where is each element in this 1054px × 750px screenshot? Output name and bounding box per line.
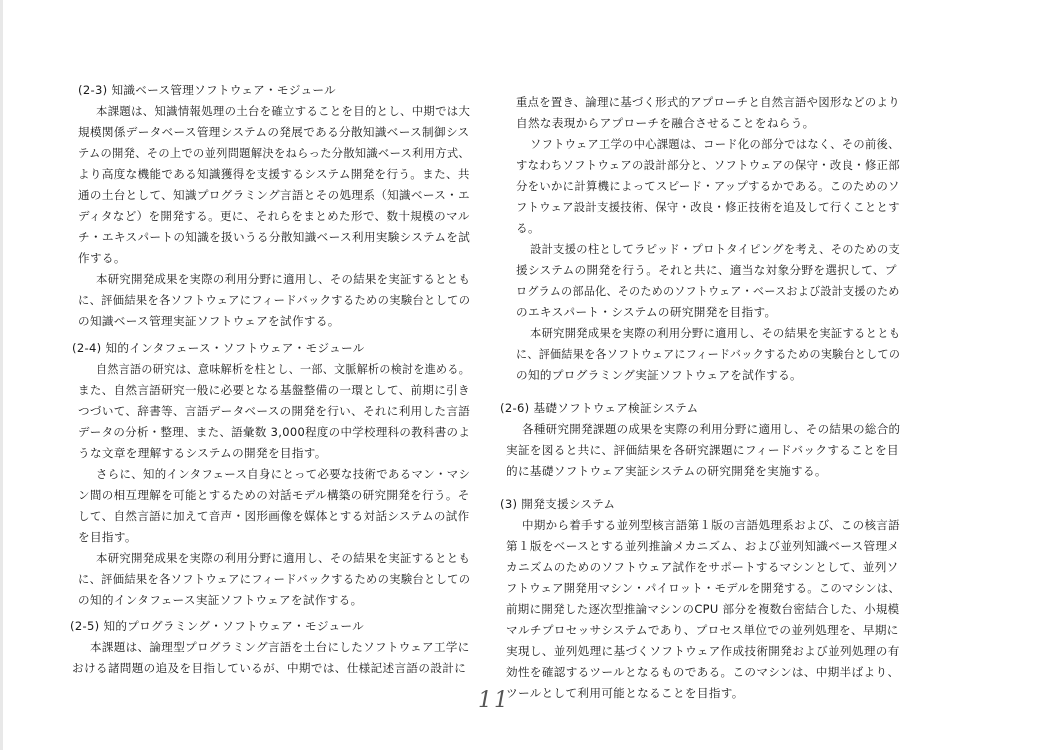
paragraph-line: 各種研究開発課題の成果を実際の利用分野に適用し、その結果の総合的 [522, 422, 901, 436]
paragraph-line: 実証を図ると共に、評価結果を各研究課題にフィードバックすることを目 [506, 443, 899, 457]
paragraph-line: 援システムの開発を行う。それと共に、適当な対象分野を選択して、プ [516, 263, 897, 277]
paragraph-line: 自然な表現からアプローチを融合させることをねらう。 [516, 116, 815, 130]
paragraph-line: 的に基礎ソフトウェア実証システムの研究開発を実施する。 [506, 464, 827, 478]
paragraph-line: 自然言語の研究は、意味解析を柱とし、一部、文脈解析の検討を進める。 [96, 362, 471, 376]
section-heading-2-3: (2-3) 知識ベース管理ソフトウェア・モジュール [78, 83, 336, 97]
paragraph-line: に、評価結果を各ソフトウェアにフィードバックするための実験台としての [78, 572, 471, 586]
paragraph-line: 規模関係データベース管理システムの発展である分散知識ベース制御シス [78, 125, 470, 139]
paragraph-line: の知的インタフェース実証ソフトウェアを試作する。 [78, 593, 363, 607]
paragraph-line: 重点を置き、論理に基づく形式的アプローチと自然言語や図形などのより [516, 95, 900, 109]
page-number: 11 [478, 688, 510, 713]
paragraph-line: 本課題は、知識情報処理の土台を確立することを目的とし、中期では大 [96, 104, 471, 118]
paragraph-line: ログラムの部品化、そのためのソフトウェア・ベースおよび設計支援のため [516, 284, 900, 298]
section-heading-2-4: (2-4) 知的インタフェース・ソフトウェア・モジュール [72, 341, 365, 355]
paragraph-line: 中期から着手する並列型核言語第１版の言語処理系および、この核言語 [522, 518, 900, 532]
section-heading-2-6: (2-6) 基礎ソフトウェア検証システム [500, 401, 699, 415]
paragraph-line: フトウェア設計支援技術、保守・改良・修正技術を追及して行くこととす [516, 200, 900, 214]
paragraph-line: のエキスパート・システムの研究開発を目指す。 [516, 305, 777, 319]
section-heading-3: (3) 開発支援システム [500, 497, 616, 511]
paragraph-line: ン間の相互理解を可能とするための対話モデル構築の研究開発を行う。そ [78, 488, 470, 502]
paragraph-line: 効性を確認するツールとなるものである。このマシンは、中期半ばより、 [506, 665, 900, 679]
paragraph-line: 本研究開発成果を実際の利用分野に適用し、その結果を実証するととも [96, 272, 471, 286]
paragraph-line: チ・エキスパートの知識を扱いうる分散知識ベース利用実験システムを試 [78, 230, 471, 244]
paragraph-line: 本研究開発成果を実際の利用分野に適用し、その結果を実証するととも [96, 551, 471, 565]
paragraph-line: して、自然言語に加えて音声・図形画像を媒体とする対話システムの試作 [78, 509, 470, 523]
scan-edge [0, 0, 3, 750]
paragraph-line: 通の土台として、知識プログラミング言語とその処理系（知識ベース・エ [78, 188, 470, 202]
paragraph-line: フトウェア開発用マシン・パイロット・モデルを開発する。このマシンは、 [506, 581, 901, 595]
paragraph-line: すなわちソフトウェアの設計部分と、ソフトウェアの保守・改良・修正部 [516, 158, 900, 172]
paragraph-line: に、評価結果を各ソフトウェアにフィードバックするための実験台としての [78, 293, 471, 307]
paragraph-line: ソフトウェア工学の中心課題は、コード化の部分ではなく、その前後、 [530, 137, 900, 151]
paragraph-line: より高度な機能である知識獲得を支援するシステム開発を行う。また、共 [78, 167, 470, 181]
paragraph-line: の知識ベース管理実証ソフトウェアを試作する。 [78, 314, 340, 328]
paragraph-line: テムの開発、その上での並列問題解決をねらった分散知識ベース利用方式、 [78, 146, 470, 160]
paragraph-line: 分をいかに計算機によってスピード・アップするかである。このためのソ [516, 179, 900, 193]
paragraph-line: おける諸問題の追及を目指しているが、中期では、仕様記述言語の設計に [72, 661, 467, 675]
paragraph-line: 本研究開発成果を実際の利用分野に適用し、その結果を実証するととも [530, 326, 901, 340]
paragraph-line: る。 [516, 221, 540, 235]
paragraph-line: 作する。 [78, 251, 126, 265]
paragraph-line: 設計支援の柱としてラピッド・プロトタイピングを考え、そのための支 [530, 242, 901, 256]
paragraph-line: に、評価結果を各ソフトウェアにフィードバックするための実験台としての [516, 347, 901, 361]
paragraph-line: また、自然言語研究一般に必要となる基盤整備の一環として、前期に引き [78, 383, 470, 397]
paragraph-line: カニズムのためのソフトウェア試作をサポートするマシンとして、並列ソ [506, 560, 899, 574]
paragraph-line: マルチプロセッサシステムであり、プロセス単位での並列処理を、早期に [506, 623, 899, 637]
paragraph-line: 第１版をベースとする並列推論メカニズム、および並列知識ベース管理メ [506, 539, 900, 553]
paragraph-line: つづいて、辞書等、言語データベースの開発を行い、それに利用した言語 [78, 404, 471, 418]
paragraph-line: 本課題は、論理型プログラミング言語を土台にしたソフトウェア工学に [90, 640, 470, 654]
paragraph-line: データの分析・整理、また、語彙数 3,000程度の中学校理科の教科書のよ [78, 425, 471, 439]
paragraph-line: さらに、知的インタフェース自身にとって必要な技術であるマン・マシ [96, 467, 471, 481]
paragraph-line: の知的プログラミング実証ソフトウェアを試作する。 [516, 368, 802, 382]
paragraph-line: 実現し、並列処理に基づくソフトウェア作成技術開発および並列処理の有 [506, 644, 900, 658]
section-heading-2-5: (2-5) 知的プログラミング・ソフトウェア・モジュール [70, 619, 364, 633]
paragraph-line: を目指す。 [78, 530, 137, 544]
paragraph-line: 前期に開発した逐次型推論マシンのCPU 部分を複数台密結合した、小規模 [506, 602, 900, 616]
paragraph-line: ツールとして利用可能となることを目指す。 [506, 686, 744, 700]
paragraph-line: うな文章を理解するシステムの開発を目指す。 [78, 446, 327, 460]
paragraph-line: ディタなど）を開発する。更に、それらをまとめた形で、数十規模のマル [78, 209, 470, 223]
